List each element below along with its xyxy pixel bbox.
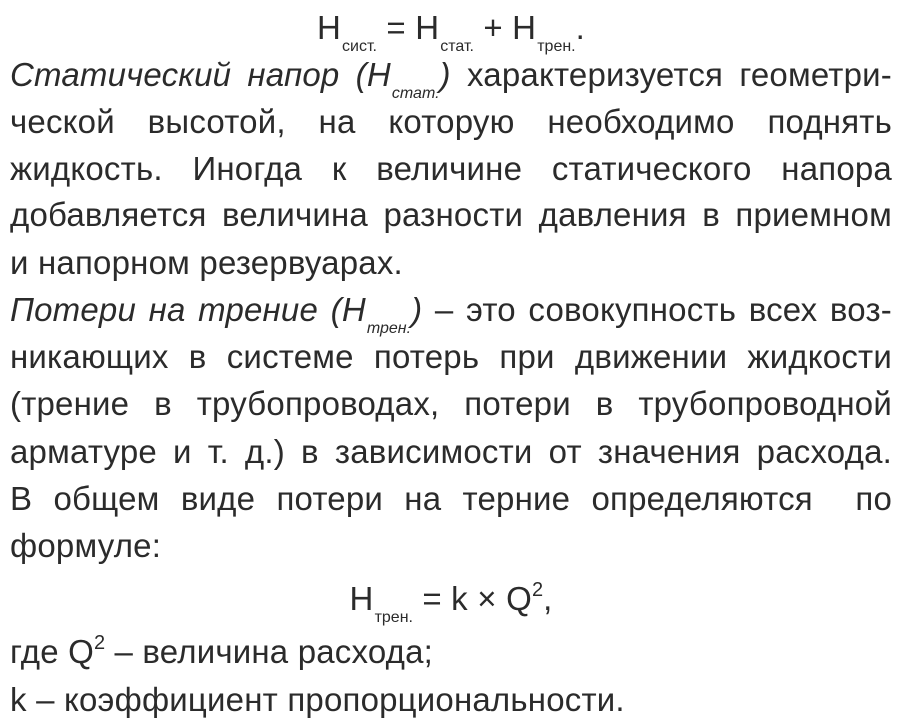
formula-subscript: трен. xyxy=(537,38,576,55)
formula-symbol: H xyxy=(512,9,537,46)
friction-para-line-2: никающих в системе потерь при движении жидкости xyxy=(10,338,892,375)
definition-k: k – коэффициент пропорциональности. xyxy=(10,681,625,718)
static-para-line-3: жидкость. Иногда к величине статического напора xyxy=(10,150,892,187)
friction-term: Потери на трение $(H_{трен.})$ xyxy=(10,291,423,337)
friction-para-line-5: В общем виде потери на терние определяются по xyxy=(10,480,892,517)
friction-para-line-4: арматуре и т. д.) в зависимости от значения расхода. xyxy=(10,433,892,470)
static-para-line-4: добавляется величина разности давления в приемном xyxy=(10,196,892,233)
static-para-line-1: Статический напор $(H_{стат.})$ характеризуется геометри- xyxy=(10,56,892,102)
formula-end: . xyxy=(575,9,585,46)
formula-symbol: H xyxy=(415,9,440,46)
formula-subscript: сист. xyxy=(342,38,377,55)
formula-symbol: H xyxy=(317,9,342,46)
formula-subscript: трен. xyxy=(374,609,413,626)
formula-operator: + xyxy=(473,9,513,46)
formula-subscript: стат. xyxy=(440,38,474,55)
definition-superscript: 2 xyxy=(94,632,106,654)
formula-body: = k × Q xyxy=(412,580,532,617)
friction-para-line-6: формуле: xyxy=(10,527,162,564)
static-para-line-5: и напорном резервуарах. xyxy=(10,244,403,281)
formula-symbol: H xyxy=(349,580,374,617)
formula-end: , xyxy=(543,580,553,617)
formula-friction-losses xyxy=(0,577,902,628)
formula-superscript: 2 xyxy=(531,579,544,601)
static-term: Статический напор $(H_{стат.})$ xyxy=(10,56,451,102)
friction-para-line-1: Потери на трение $(H_{трен.})$ – это совокупность всех воз- xyxy=(10,291,892,337)
formula-system-head xyxy=(0,6,902,57)
static-para-line-2: ческой высотой, на которую необходимо поднять xyxy=(10,103,892,140)
formula-operator: = xyxy=(376,9,416,46)
friction-para-line-3: (трение в трубопроводах, потери в трубопроводной xyxy=(10,385,892,422)
definition-q: где $Q^2$ – величина расхода; xyxy=(10,632,434,670)
